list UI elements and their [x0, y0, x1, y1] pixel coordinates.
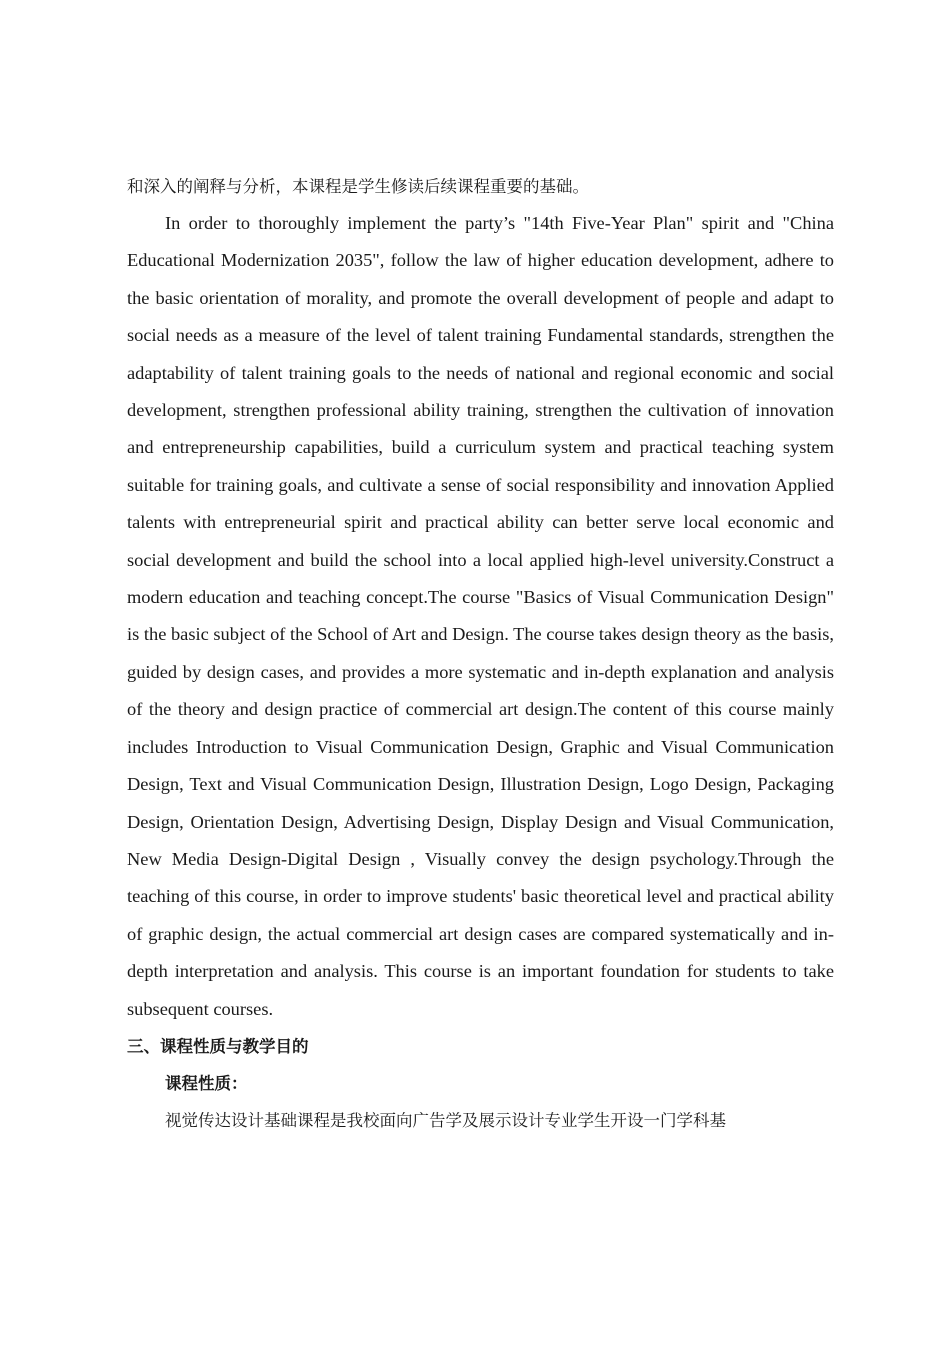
- section-heading: 三、课程性质与教学目的: [127, 1036, 309, 1056]
- course-nature-text: 视觉传达设计基础课程是我校面向广告学及展示设计专业学生开设一门学科基: [165, 1110, 726, 1130]
- continuation-text: 和深入的阐释与分析，本课程是学生修读后续课程重要的基础。: [127, 177, 589, 196]
- english-paragraph: In order to thoroughly implement the party’s "14th Five-Year Plan" spirit and "China Educational Modernization 2035", follow the law of higher education development, adhere to the basic orientation of morality, and promote the overall development of people and adapt to social needs as a measure of the level of talent training Fundamental standards, strengthen the adaptability of talent training goals to the needs of national and regional economic and social development, strengthen professional ability training, strengthen the cultivation of innovation and entrepreneurship capabilities, build a curriculum system and practical teaching system suitable for training goals, and cultivate a sense of social responsibility and innovation Applied talents with entrepreneurial spirit and practical ability can better serve local economic and social development and build the school into a local applied high-level university.Construct a modern education and teaching concept.The course "Basics of Visual Communication Design" is the basic subject of the School of Art and Design. The course takes design theory as the basis, guided by design cases, and provides a more systematic and in-depth explanation and analysis of the theory and design practice of commercial art design.The content of this course mainly includes Introduction to Visual Communication Design, Graphic and Visual Communication Design, Text and Visual Communication Design, Illustration Design, Logo Design, Packaging Design, Orientation Design, Advertising Design, Display Design and Visual Communication, New Media Design-Digital Design , Visually convey the design psychology.Through the teaching of this course, in order to improve students' basic theoretical level and practical ability of graphic design, the actual commercial art design cases are compared systematically and in-depth interpretation and analysis. This course is an important foundation for students to take subsequent courses.: [127, 213, 834, 1019]
- page-body: [127, 168, 834, 1139]
- subsection-heading: 课程性质：: [165, 1073, 248, 1093]
